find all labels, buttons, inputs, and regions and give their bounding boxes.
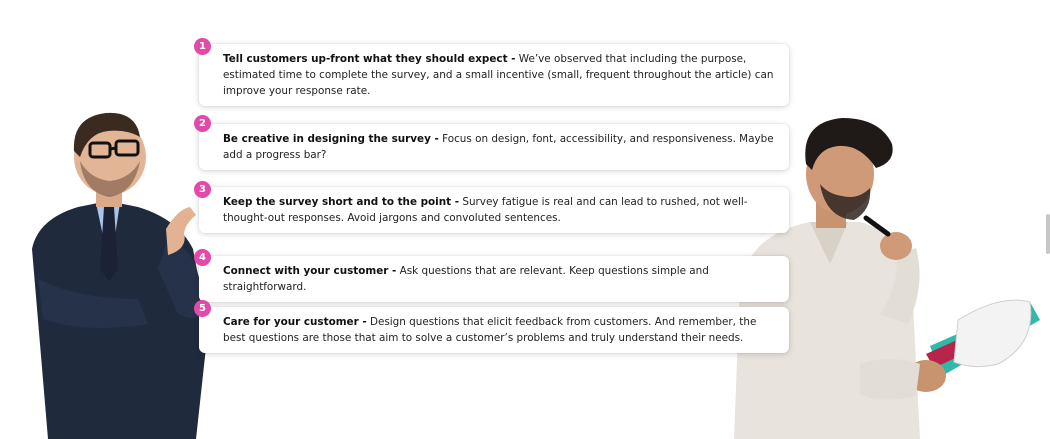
step-number-badge: 3 xyxy=(194,181,211,198)
tip-body: Focus on design, font, accessibility, and responsiveness. Maybe add a progress bar? xyxy=(223,133,774,161)
tip-card-4 xyxy=(199,256,789,302)
tip-body: We’ve observed that including the purpose, estimated time to complete the survey, and a small incentive (small, frequent throughout the article) can improve your response rate. xyxy=(223,53,774,97)
step-number-badge: 5 xyxy=(194,300,211,317)
tip-body: Ask questions that are relevant. Keep questions simple and straightforward. xyxy=(223,265,709,293)
tip-title: Care for your customer - xyxy=(223,316,367,328)
tip-title: Keep the survey short and to the point - xyxy=(223,196,460,208)
tip-card-5 xyxy=(199,307,789,353)
tip-card-2 xyxy=(199,124,789,170)
tip-title: Connect with your customer - xyxy=(223,265,397,277)
tip-body: Survey fatigue is real and can lead to rushed, not well-thought-out responses. Avoid jargons and convoluted sentences. xyxy=(223,196,748,224)
tip-card-3 xyxy=(199,187,789,233)
tip-title: Be creative in designing the survey - xyxy=(223,133,439,145)
step-number-badge: 2 xyxy=(194,115,211,132)
tip-title: Tell customers up-front what they should expect - xyxy=(223,53,516,65)
step-number-badge: 1 xyxy=(194,38,211,55)
step-number-badge: 4 xyxy=(194,249,211,266)
tip-body: Design questions that elicit feedback from customers. And remember, the best questions are those that aim to solve a customer’s problems and truly understand their needs. xyxy=(223,316,757,344)
scrollbar-thumb[interactable] xyxy=(1046,214,1050,254)
man-pointing-illustration xyxy=(18,99,228,439)
tip-card-1 xyxy=(199,44,789,106)
